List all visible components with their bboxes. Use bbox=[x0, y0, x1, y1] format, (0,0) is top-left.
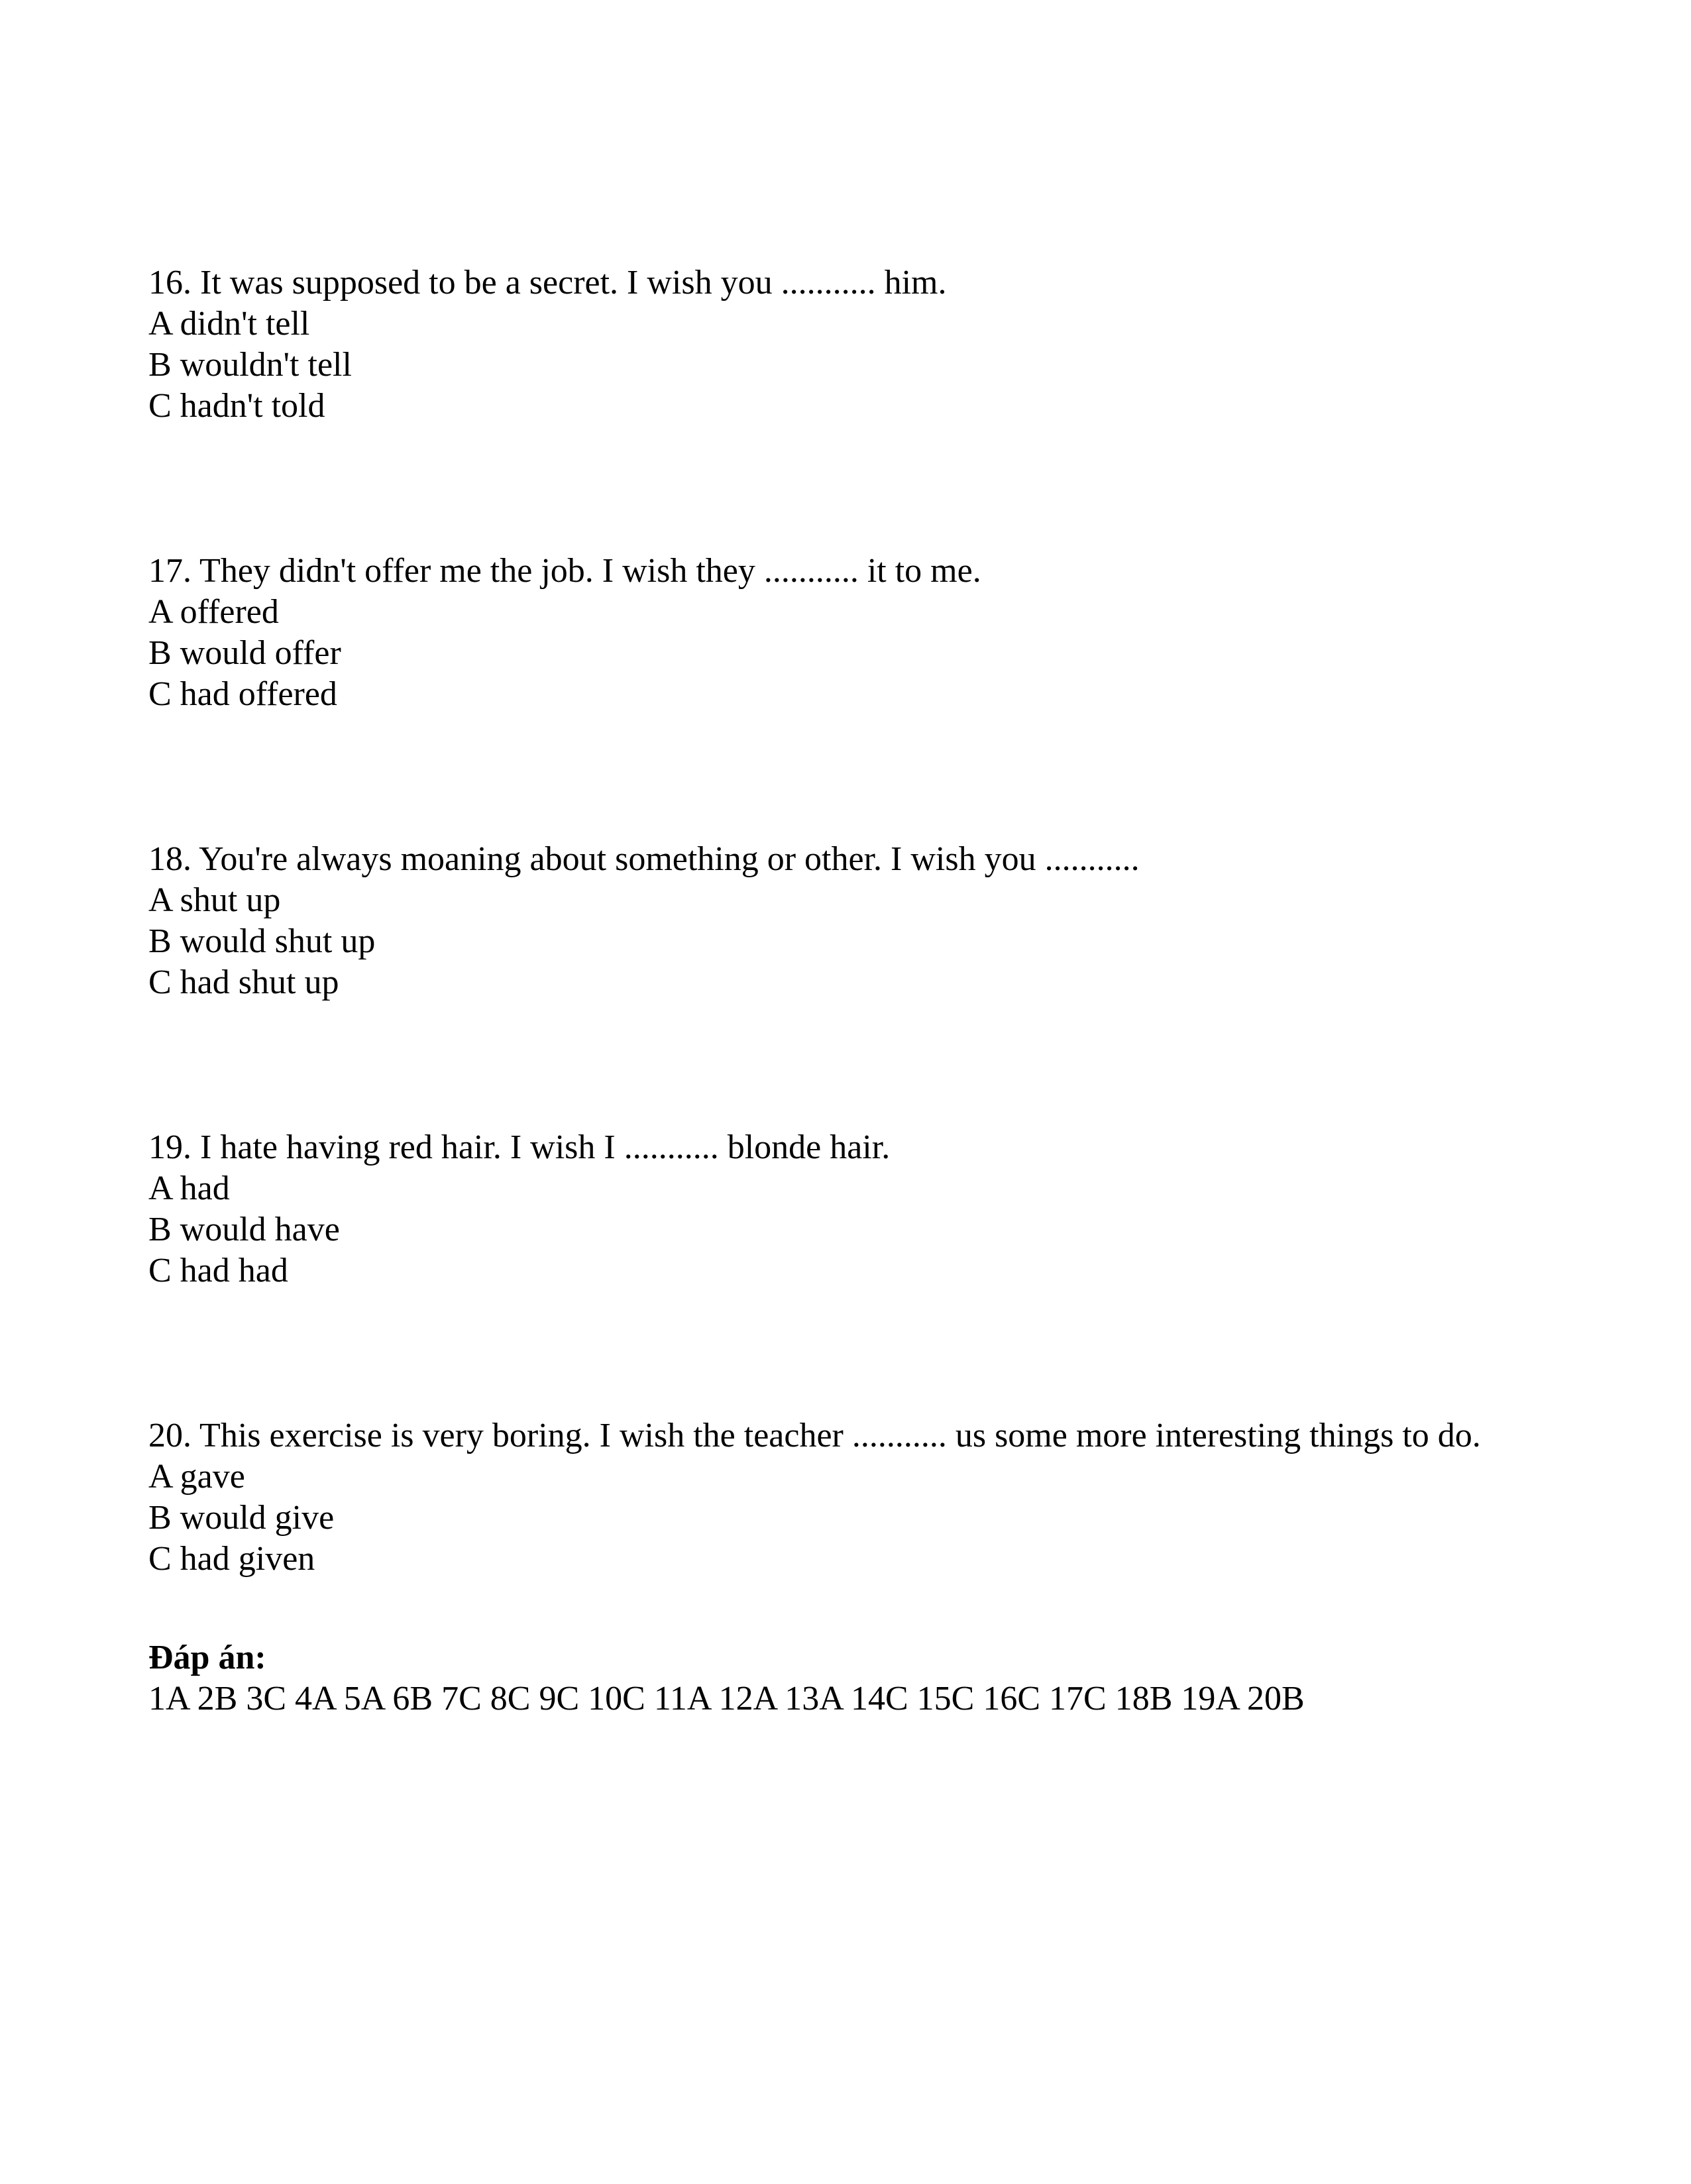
option-b: B would have bbox=[148, 1211, 340, 1248]
question-text: 20. This exercise is very boring. I wish the teacher ........... us some more interesting things to do. bbox=[148, 1417, 1481, 1454]
question-20 bbox=[148, 1415, 1606, 1580]
question-text: 18. You're always moaning about something or other. I wish you ........... bbox=[148, 840, 1140, 878]
option-c: C had offered bbox=[148, 675, 337, 713]
question-19 bbox=[148, 1127, 1606, 1291]
option-c: C had shut up bbox=[148, 963, 339, 1001]
answer-key-title: Đáp án: bbox=[148, 1639, 266, 1676]
option-a: A gave bbox=[148, 1458, 245, 1496]
option-b: B would offer bbox=[148, 634, 341, 672]
option-a: A offered bbox=[148, 593, 279, 631]
question-18 bbox=[148, 839, 1606, 1003]
document-content bbox=[148, 262, 1606, 1720]
question-text: 17. They didn't offer me the job. I wish they ........... it to me. bbox=[148, 552, 981, 590]
option-b: B would give bbox=[148, 1499, 335, 1537]
option-b: B would shut up bbox=[148, 922, 376, 960]
option-c: C had had bbox=[148, 1252, 288, 1289]
question-text: 19. I hate having red hair. I wish I ........... blonde hair. bbox=[148, 1128, 891, 1166]
question-16 bbox=[148, 262, 1606, 427]
question-text: 16. It was supposed to be a secret. I wish you ........... him. bbox=[148, 264, 947, 301]
option-a: A shut up bbox=[148, 881, 281, 919]
option-c: C hadn't told bbox=[148, 387, 325, 425]
option-a: A had bbox=[148, 1170, 230, 1207]
option-c: C had given bbox=[148, 1540, 315, 1578]
option-b: B wouldn't tell bbox=[148, 346, 352, 384]
option-a: A didn't tell bbox=[148, 305, 310, 343]
answer-key-list: 1A 2B 3C 4A 5A 6B 7C 8C 9C 10C 11A 12A 13A 14C 15C 16C 17C 18B 19A 20B bbox=[148, 1680, 1305, 1718]
question-17 bbox=[148, 551, 1606, 715]
